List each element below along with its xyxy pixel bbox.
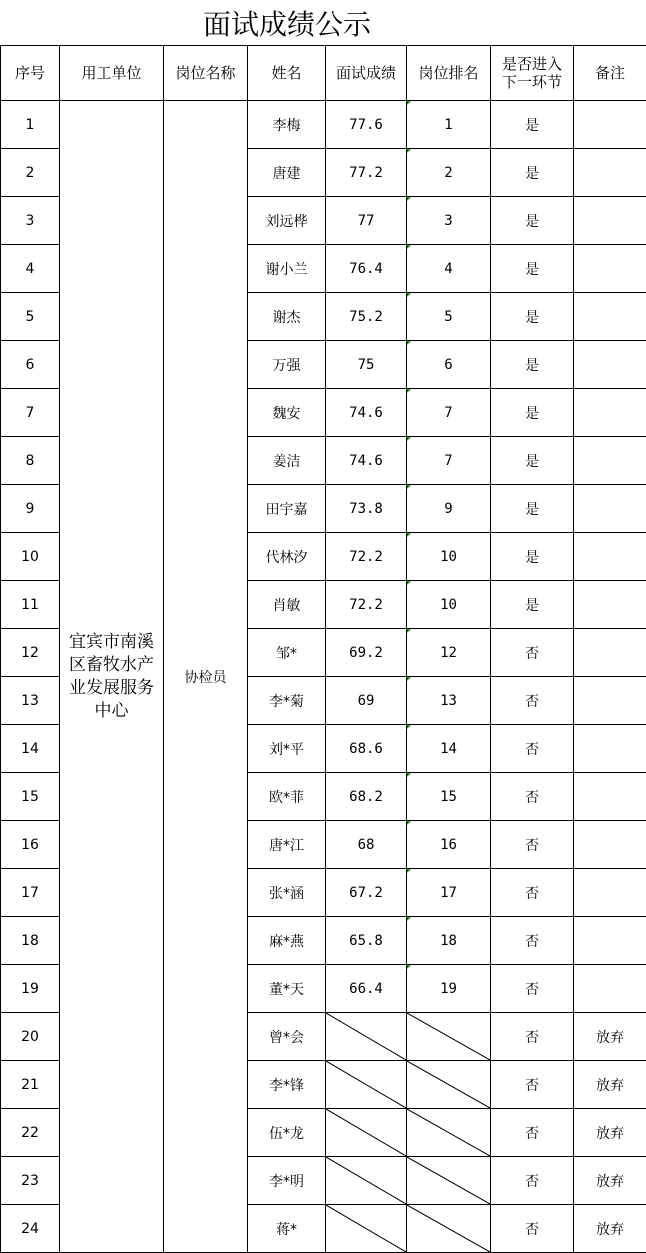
- header-rank: 岗位排名: [407, 46, 491, 101]
- score-cell: [326, 149, 407, 197]
- cell-marker-icon: [407, 917, 411, 921]
- rank-value: 10: [440, 596, 457, 613]
- seq-cell: 1: [1, 101, 60, 149]
- rank-cell: [407, 1013, 491, 1061]
- seq-cell: 17: [1, 869, 60, 917]
- score-value: 65.8: [349, 932, 383, 949]
- next-step-cell: 否: [491, 1013, 574, 1061]
- name-cell: 肖敏: [248, 581, 326, 629]
- cell-marker-icon: [407, 245, 411, 249]
- rank-value: 9: [444, 500, 453, 517]
- rank-value: 18: [440, 932, 457, 949]
- header-row: [1, 46, 646, 101]
- rank-cell: [407, 1061, 491, 1109]
- next-step-cell: 是: [491, 581, 574, 629]
- note-cell: 放弃: [574, 1013, 646, 1061]
- score-value: 73.8: [349, 500, 383, 517]
- name-cell: 蒋*: [248, 1205, 326, 1253]
- score-cell: [326, 485, 407, 533]
- next-step-cell: 否: [491, 677, 574, 725]
- rank-cell: [407, 1205, 491, 1253]
- note-cell: [574, 341, 646, 389]
- score-cell: [326, 197, 407, 245]
- seq-cell: 12: [1, 629, 60, 677]
- rank-cell: [407, 629, 491, 677]
- cell-marker-icon: [407, 869, 411, 873]
- name-cell: 李梅: [248, 101, 326, 149]
- note-cell: [574, 293, 646, 341]
- score-cell: [326, 965, 407, 1013]
- rank-cell: [407, 197, 491, 245]
- seq-cell: 16: [1, 821, 60, 869]
- next-step-cell: 否: [491, 1109, 574, 1157]
- name-cell: 魏安: [248, 389, 326, 437]
- header-next-label: 是否进入下一环节: [501, 55, 562, 91]
- seq-cell: 18: [1, 917, 60, 965]
- score-value: 74.6: [349, 404, 383, 421]
- score-cell: [326, 1061, 407, 1109]
- seq-cell: 8: [1, 437, 60, 485]
- score-value: 68.2: [349, 788, 383, 805]
- seq-cell: 6: [1, 341, 60, 389]
- unit-name: 宜宾市南溪区畜牧水产业发展服务中心: [69, 631, 154, 721]
- score-value: 72.2: [349, 596, 383, 613]
- seq-cell: 4: [1, 245, 60, 293]
- score-cell: [326, 533, 407, 581]
- name-cell: 唐*江: [248, 821, 326, 869]
- next-step-cell: 否: [491, 773, 574, 821]
- rank-value: 15: [440, 788, 457, 805]
- name-cell: 代林汐: [248, 533, 326, 581]
- next-step-cell: 否: [491, 821, 574, 869]
- rank-cell: [407, 341, 491, 389]
- next-step-cell: 是: [491, 389, 574, 437]
- rank-cell: [407, 437, 491, 485]
- name-cell: 姜洁: [248, 437, 326, 485]
- note-cell: [574, 821, 646, 869]
- name-cell: 万强: [248, 341, 326, 389]
- empty-cell-slash: [326, 1157, 406, 1204]
- empty-cell-slash: [407, 1205, 490, 1252]
- score-cell: [326, 773, 407, 821]
- rank-cell: [407, 869, 491, 917]
- score-cell: [326, 869, 407, 917]
- cell-marker-icon: [407, 581, 411, 585]
- score-cell: [326, 293, 407, 341]
- header-next: [491, 46, 574, 101]
- seq-cell: 11: [1, 581, 60, 629]
- name-cell: 谢小兰: [248, 245, 326, 293]
- unit-cell: [60, 101, 164, 1253]
- header-unit: 用工单位: [60, 46, 164, 101]
- next-step-cell: 是: [491, 341, 574, 389]
- next-step-cell: 否: [491, 869, 574, 917]
- next-step-cell: 是: [491, 149, 574, 197]
- rank-cell: [407, 1109, 491, 1157]
- next-step-cell: 是: [491, 293, 574, 341]
- rank-cell: [407, 917, 491, 965]
- empty-cell-slash: [326, 1061, 406, 1108]
- score-cell: [326, 629, 407, 677]
- cell-marker-icon: [407, 341, 411, 345]
- seq-cell: 2: [1, 149, 60, 197]
- empty-cell-slash: [407, 1013, 490, 1060]
- rank-cell: [407, 821, 491, 869]
- cell-marker-icon: [407, 485, 411, 489]
- name-cell: 唐建: [248, 149, 326, 197]
- name-cell: 董*天: [248, 965, 326, 1013]
- note-cell: [574, 197, 646, 245]
- next-step-cell: 是: [491, 437, 574, 485]
- cell-marker-icon: [407, 533, 411, 537]
- cell-marker-icon: [407, 197, 411, 201]
- rank-value: 12: [440, 644, 457, 661]
- name-cell: 田宇嘉: [248, 485, 326, 533]
- rank-value: 16: [440, 836, 457, 853]
- rank-cell: [407, 677, 491, 725]
- score-cell: [326, 1013, 407, 1061]
- empty-cell-slash: [407, 1157, 490, 1204]
- name-cell: 欧*菲: [248, 773, 326, 821]
- rank-value: 19: [440, 980, 457, 997]
- next-step-cell: 否: [491, 965, 574, 1013]
- score-cell: [326, 677, 407, 725]
- score-value: 68.6: [349, 740, 383, 757]
- cell-marker-icon: [407, 677, 411, 681]
- rank-cell: [407, 149, 491, 197]
- score-value: 76.4: [349, 260, 383, 277]
- cell-marker-icon: [407, 773, 411, 777]
- header-note: 备注: [574, 46, 646, 101]
- header-score: 面试成绩: [326, 46, 407, 101]
- empty-cell-slash: [326, 1205, 406, 1252]
- note-cell: [574, 101, 646, 149]
- score-value: 69.2: [349, 644, 383, 661]
- score-value: 75.2: [349, 308, 383, 325]
- name-cell: 麻*燕: [248, 917, 326, 965]
- note-cell: [574, 437, 646, 485]
- next-step-cell: 否: [491, 1157, 574, 1205]
- score-cell: [326, 821, 407, 869]
- next-step-cell: 是: [491, 533, 574, 581]
- rank-value: 7: [444, 452, 453, 469]
- seq-cell: 10: [1, 533, 60, 581]
- rank-value: 5: [444, 308, 453, 325]
- rank-value: 2: [444, 164, 453, 181]
- rank-cell: [407, 1157, 491, 1205]
- rank-cell: [407, 773, 491, 821]
- cell-marker-icon: [407, 101, 411, 105]
- score-cell: [326, 245, 407, 293]
- name-cell: 曾*会: [248, 1013, 326, 1061]
- name-cell: 张*涵: [248, 869, 326, 917]
- next-step-cell: 是: [491, 101, 574, 149]
- score-cell: [326, 101, 407, 149]
- seq-cell: 14: [1, 725, 60, 773]
- rank-cell: [407, 965, 491, 1013]
- score-cell: [326, 1205, 407, 1253]
- note-cell: [574, 773, 646, 821]
- cell-marker-icon: [407, 149, 411, 153]
- note-cell: 放弃: [574, 1157, 646, 1205]
- seq-cell: 20: [1, 1013, 60, 1061]
- page-title: 面试成绩公示: [202, 8, 371, 41]
- name-cell: 伍*龙: [248, 1109, 326, 1157]
- rank-value: 6: [444, 356, 453, 373]
- table-row: [1, 101, 646, 149]
- seq-cell: 5: [1, 293, 60, 341]
- next-step-cell: 否: [491, 725, 574, 773]
- seq-cell: 9: [1, 485, 60, 533]
- empty-cell-slash: [407, 1061, 490, 1108]
- seq-cell: 3: [1, 197, 60, 245]
- rank-cell: [407, 245, 491, 293]
- rank-cell: [407, 725, 491, 773]
- seq-cell: 21: [1, 1061, 60, 1109]
- score-value: 77.6: [349, 116, 383, 133]
- cell-marker-icon: [407, 821, 411, 825]
- next-step-cell: 是: [491, 485, 574, 533]
- seq-cell: 24: [1, 1205, 60, 1253]
- cell-marker-icon: [407, 725, 411, 729]
- score-value: 74.6: [349, 452, 383, 469]
- next-step-cell: 否: [491, 1205, 574, 1253]
- score-cell: [326, 437, 407, 485]
- seq-cell: 15: [1, 773, 60, 821]
- seq-cell: 22: [1, 1109, 60, 1157]
- cell-marker-icon: [407, 965, 411, 969]
- empty-cell-slash: [407, 1109, 490, 1156]
- note-cell: 放弃: [574, 1205, 646, 1253]
- seq-cell: 23: [1, 1157, 60, 1205]
- cell-marker-icon: [407, 389, 411, 393]
- score-cell: [326, 725, 407, 773]
- name-cell: 李*菊: [248, 677, 326, 725]
- seq-cell: 7: [1, 389, 60, 437]
- note-cell: 放弃: [574, 1061, 646, 1109]
- note-cell: [574, 245, 646, 293]
- name-cell: 刘*平: [248, 725, 326, 773]
- rank-value: 10: [440, 548, 457, 565]
- score-cell: [326, 341, 407, 389]
- note-cell: [574, 533, 646, 581]
- name-cell: 谢杰: [248, 293, 326, 341]
- rank-cell: [407, 485, 491, 533]
- note-cell: [574, 629, 646, 677]
- header-name: 姓名: [248, 46, 326, 101]
- note-cell: [574, 917, 646, 965]
- score-cell: [326, 389, 407, 437]
- note-cell: 放弃: [574, 1109, 646, 1157]
- score-value: 66.4: [349, 980, 383, 997]
- rank-value: 7: [444, 404, 453, 421]
- rank-value: 1: [444, 116, 453, 133]
- score-value: 69: [357, 692, 375, 709]
- rank-value: 13: [440, 692, 457, 709]
- rank-cell: [407, 389, 491, 437]
- note-cell: [574, 485, 646, 533]
- score-value: 75: [357, 356, 375, 373]
- rank-cell: [407, 581, 491, 629]
- seq-cell: 19: [1, 965, 60, 1013]
- name-cell: 刘远桦: [248, 197, 326, 245]
- name-cell: 李*明: [248, 1157, 326, 1205]
- empty-cell-slash: [326, 1013, 406, 1060]
- next-step-cell: 是: [491, 245, 574, 293]
- rank-value: 17: [440, 884, 457, 901]
- note-cell: [574, 965, 646, 1013]
- note-cell: [574, 149, 646, 197]
- score-value: 68: [357, 836, 375, 853]
- header-position: 岗位名称: [164, 46, 248, 101]
- score-cell: [326, 581, 407, 629]
- score-cell: [326, 917, 407, 965]
- note-cell: [574, 869, 646, 917]
- rank-cell: [407, 533, 491, 581]
- header-seq: 序号: [1, 46, 60, 101]
- name-cell: 邹*: [248, 629, 326, 677]
- rank-cell: [407, 293, 491, 341]
- score-value: 77.2: [349, 164, 383, 181]
- note-cell: [574, 581, 646, 629]
- next-step-cell: 否: [491, 917, 574, 965]
- score-table: [0, 45, 646, 1253]
- score-cell: [326, 1157, 407, 1205]
- next-step-cell: 否: [491, 1061, 574, 1109]
- note-cell: [574, 725, 646, 773]
- note-cell: [574, 677, 646, 725]
- score-cell: [326, 1109, 407, 1157]
- score-value: 77: [357, 212, 375, 229]
- score-value: 67.2: [349, 884, 383, 901]
- empty-cell-slash: [326, 1109, 406, 1156]
- cell-marker-icon: [407, 293, 411, 297]
- next-step-cell: 是: [491, 197, 574, 245]
- score-value: 72.2: [349, 548, 383, 565]
- note-cell: [574, 389, 646, 437]
- rank-value: 14: [440, 740, 457, 757]
- seq-cell: 13: [1, 677, 60, 725]
- cell-marker-icon: [407, 629, 411, 633]
- rank-value: 3: [444, 212, 453, 229]
- cell-marker-icon: [407, 437, 411, 441]
- position-cell: 协检员: [164, 101, 248, 1253]
- next-step-cell: 否: [491, 629, 574, 677]
- name-cell: 李*锋: [248, 1061, 326, 1109]
- rank-value: 4: [444, 260, 453, 277]
- rank-cell: [407, 101, 491, 149]
